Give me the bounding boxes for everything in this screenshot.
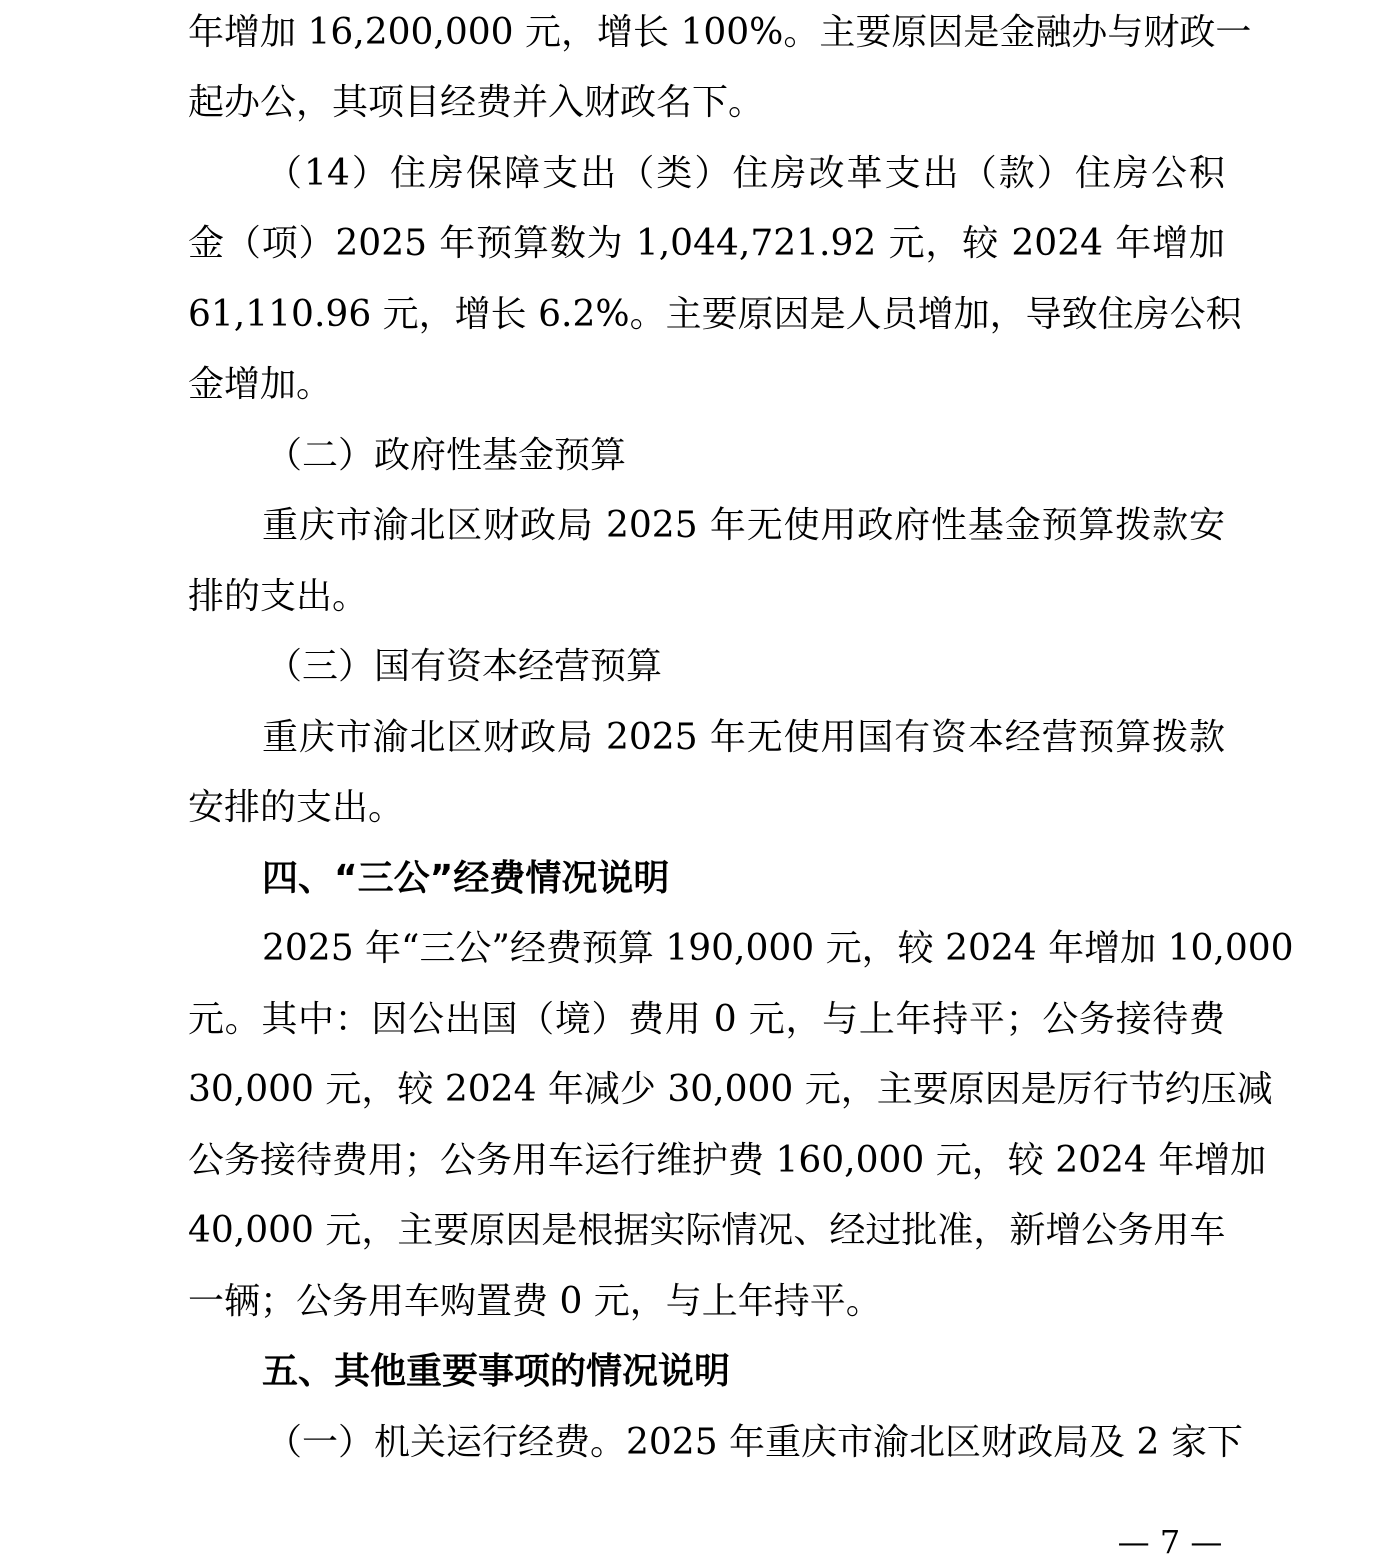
text-line: 30,000 元，较 2024 年减少 30,000 元，主要原因是厉行节约压减 xyxy=(188,1069,1273,1110)
page-number: — 7 — xyxy=(1117,1523,1223,1561)
text-line: 重庆市渝北区财政局 2025 年无使用国有资本经营预算拨款 xyxy=(262,717,1225,758)
text-line: 61,110.96 元，增长 6.2%。主要原因是人员增加，导致住房公积 xyxy=(188,294,1242,335)
section-heading: （二）政府性基金预算 xyxy=(266,435,627,476)
text-line: 公务接待费用；公务用车运行维护费 160,000 元，较 2024 年增加 xyxy=(188,1140,1267,1181)
text-line: 重庆市渝北区财政局 2025 年无使用政府性基金预算拨款安 xyxy=(262,505,1225,546)
text-line: 一辆；公务用车购置费 0 元，与上年持平。 xyxy=(188,1281,882,1322)
section-heading: 五、其他重要事项的情况说明 xyxy=(262,1351,731,1392)
text-line: （一）机关运行经费。2025 年重庆市渝北区财政局及 2 家下 xyxy=(266,1422,1243,1463)
text-line: 40,000 元，主要原因是根据实际情况、经过批准，新增公务用车 xyxy=(188,1210,1226,1251)
section-heading: （三）国有资本经营预算 xyxy=(266,646,663,687)
text-line: 2025 年“三公”经费预算 190,000 元，较 2024 年增加 10,000 xyxy=(262,928,1294,969)
text-line: 元。其中：因公出国（境）费用 0 元，与上年持平；公务接待费 xyxy=(188,999,1225,1040)
section-heading: 四、“三公”经费情况说明 xyxy=(262,858,670,899)
text-line: 金增加。 xyxy=(188,364,333,405)
text-line: （14）住房保障支出（类）住房改革支出（款）住房公积 xyxy=(266,153,1225,194)
text-line: 起办公，其项目经费并入财政名下。 xyxy=(188,82,765,123)
text-line: 金（项）2025 年预算数为 1,044,721.92 元，较 2024 年增加 xyxy=(188,223,1225,264)
text-line: 安排的支出。 xyxy=(188,787,405,828)
text-line: 年增加 16,200,000 元，增长 100%。主要原因是金融办与财政一 xyxy=(188,12,1252,53)
text-line: 排的支出。 xyxy=(188,576,369,617)
